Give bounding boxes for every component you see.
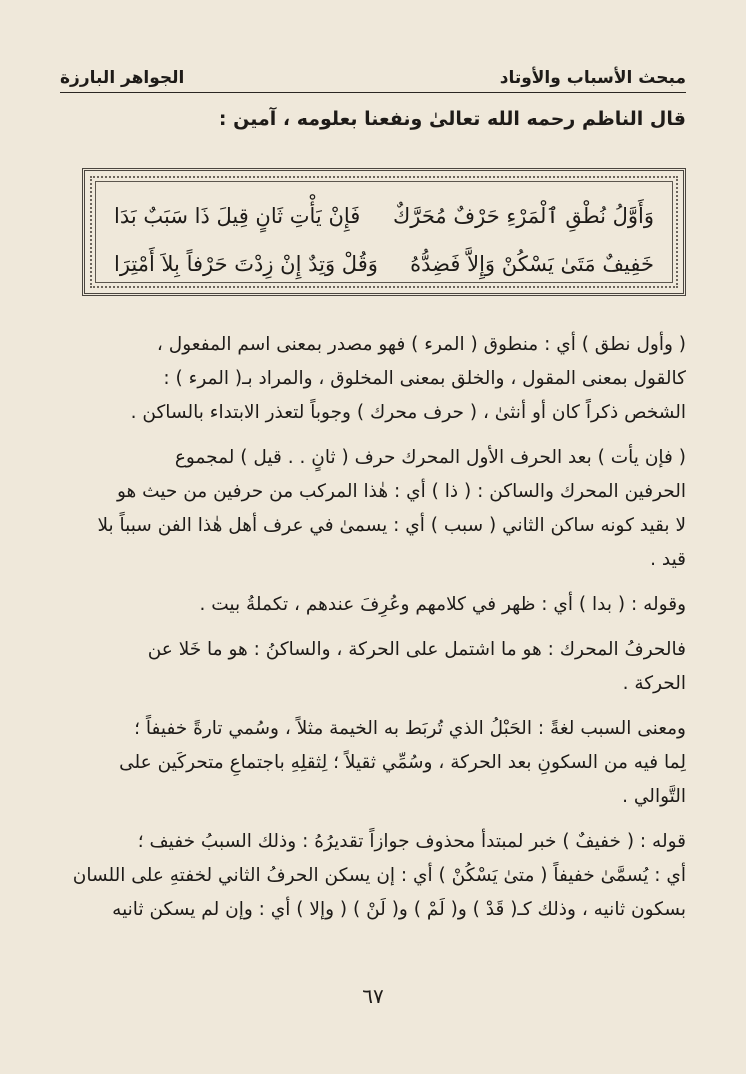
text-line: الحرفين المحرك والساكن : ( ذا ) أي : هٰذا المركب من حرفين من حيث هو bbox=[116, 481, 686, 502]
text-line: ومعنى السبب لغةً : الحَبْلُ الذي تُربَط به الخيمة مثلاً ، وسُمي تارةً خفيفاً ؛ bbox=[134, 718, 686, 739]
text-line: لا بقيد كونه ساكن الثاني ( سبب ) أي : يسمىٰ في عرف أهل هٰذا الفن سبباً بلا bbox=[97, 515, 686, 536]
verse-box bbox=[90, 176, 678, 288]
paragraph-1 bbox=[58, 328, 686, 430]
text-line: ( وأول نطق ) أي : منطوق ( المرء ) فهو مصدر بمعنى اسم المفعول ، bbox=[156, 334, 686, 355]
commentary-body bbox=[58, 328, 686, 938]
verse-frame bbox=[82, 168, 686, 296]
text-line: قيد . bbox=[650, 549, 686, 570]
verse-line-1 bbox=[114, 192, 654, 240]
chapter-title: مبحث الأسباب والأوتاد bbox=[499, 68, 686, 88]
paragraph-2 bbox=[58, 441, 686, 577]
text-line: التَّوالي . bbox=[622, 786, 686, 807]
text-line: قوله : ( خفيفٌ ) خبر لمبتدأ محذوف جوازاً تقديرُهُ : وذلك السببُ خفيف ؛ bbox=[137, 831, 686, 852]
text-line: كالقول بمعنى المقول ، والخلق بمعنى المخلوق ، والمراد بـ( المرء ) : bbox=[163, 368, 686, 389]
verse-2-hemistich-1: خَفِيفٌ مَتَىٰ يَسْكُنْ وَإِلاَّ فَضِدُّهُ bbox=[410, 252, 654, 276]
paragraph-5 bbox=[58, 712, 686, 814]
verse-2-hemistich-2: وَقُلْ وَتِدٌ إِنْ زِدْتَ حَرْفاً بِلاَ أَمْتِرَا bbox=[114, 252, 378, 276]
text-line: الشخص ذكراً كان أو أنثىٰ ، ( حرف محرك ) وجوباً لتعذر الابتداء بالساكن . bbox=[130, 402, 686, 423]
book-title: الجواهر البارزة bbox=[60, 68, 185, 88]
text-line: وقوله : ( بدا ) أي : ظهر في كلامهم وعُرِفَ عندهم ، تكملةُ بيت . bbox=[199, 594, 686, 615]
verse-1-hemistich-1: وَأَوَّلُ نُطْقِ ٱلْمَرْءِ حَرْفٌ مُحَرَّكٌ bbox=[392, 204, 654, 228]
verse-1-hemistich-2: فَإِنْ يَأْتِ ثَانٍ قِيلَ ذَا سَبَبٌ بَدَا bbox=[114, 204, 361, 228]
verse-line-2 bbox=[114, 240, 654, 288]
poet-intro: قال الناظم رحمه الله تعالىٰ ونفعنا بعلومه ، آمين : bbox=[218, 108, 686, 130]
paragraph-4 bbox=[58, 633, 686, 701]
paragraph-3 bbox=[58, 588, 686, 622]
text-line: فالحرفُ المحرك : هو ما اشتمل على الحركة ، والساكنُ : هو ما خَلا عن bbox=[147, 639, 686, 660]
text-line: ( فإن يأت ) بعد الحرف الأول المحرك حرف ( ثانٍ . . قيل ) لمجموع bbox=[174, 447, 686, 468]
text-line: أي : يُسمَّىٰ خفيفاً ( متىٰ يَسْكُنْ ) أي : إن يسكن الحرفُ الثاني لخفتهِ على اللسان bbox=[72, 865, 686, 886]
text-line: الحركة . bbox=[622, 673, 686, 694]
text-line: لِما فيه من السكونِ بعد الحركة ، وسُمِّي ثقيلاً ؛ لِثقلِهِ باجتماعِ متحركَين على bbox=[119, 752, 686, 773]
paragraph-6 bbox=[58, 825, 686, 927]
page-number: ٦٧ bbox=[362, 984, 384, 1008]
text-line: بسكون ثانيه ، وذلك كـ( قَدْ ) و( لَمْ ) و( لَنْ ) ( وإلا ) أي : وإن لم يسكن ثانيه bbox=[112, 899, 686, 920]
running-header bbox=[60, 58, 686, 93]
